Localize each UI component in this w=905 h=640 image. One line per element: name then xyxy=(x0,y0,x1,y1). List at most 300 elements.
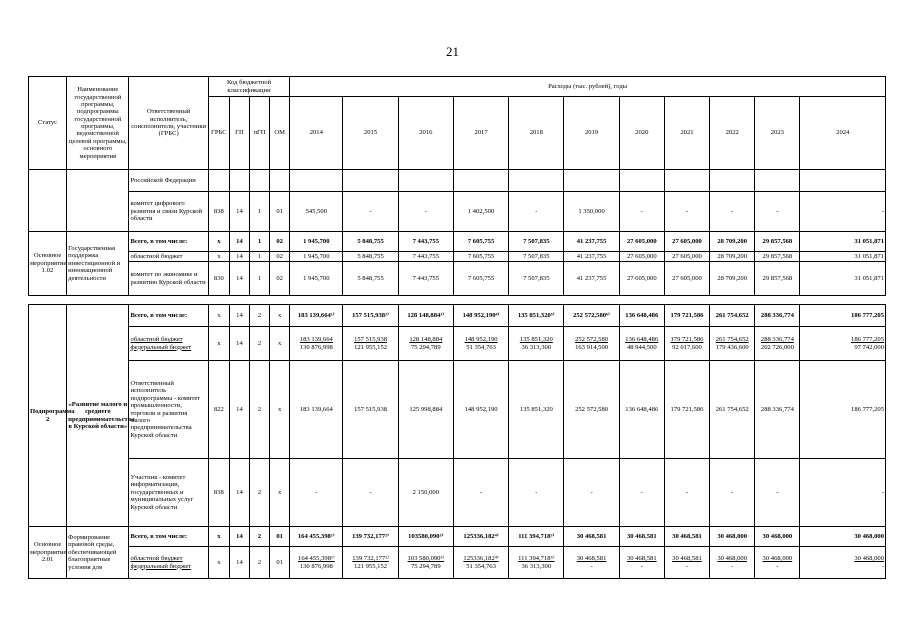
value-cell xyxy=(564,459,619,527)
value-cell xyxy=(800,262,886,296)
value-oblast: 128 148,884 xyxy=(409,336,443,344)
value-cell xyxy=(755,361,800,459)
table-cell xyxy=(290,170,343,192)
value-cell xyxy=(664,547,709,579)
value-text: 125336,182⁴⁾ xyxy=(463,532,499,540)
value-cell xyxy=(398,262,453,296)
value-text: - xyxy=(535,488,538,496)
table-cell xyxy=(129,296,208,305)
code-cell: 14 xyxy=(229,232,249,252)
table-cell xyxy=(453,296,508,305)
value-text: 27 605,000 xyxy=(626,274,657,282)
value-cell xyxy=(619,305,664,327)
table-cell xyxy=(710,296,755,305)
table-cell xyxy=(755,296,800,305)
value-text: 288 336,774 xyxy=(760,311,794,319)
code-cell: 14 xyxy=(229,192,249,232)
value-text: - xyxy=(640,207,643,215)
value-cell xyxy=(564,252,619,262)
header-year: 2014 xyxy=(290,97,343,170)
code-cell: x xyxy=(208,527,229,547)
value-cell xyxy=(453,262,508,296)
status-cell: Подпрограмма 2 xyxy=(29,305,67,527)
executor-cell xyxy=(129,327,208,361)
value-text: 5 848,755 xyxy=(357,252,384,260)
code-cell: 14 xyxy=(229,361,249,459)
value-federal: 36 313,300 xyxy=(521,562,552,570)
value-text: 5 848,755 xyxy=(357,274,384,282)
value-text: - xyxy=(776,488,779,496)
value-oblast: 139 732,177²⁾ xyxy=(352,555,389,563)
value-cell xyxy=(453,527,508,547)
value-text: 157 515,938²⁾ xyxy=(352,311,389,319)
table-cell xyxy=(664,170,709,192)
value-cell xyxy=(800,327,886,361)
value-text: 31 051,871 xyxy=(854,274,884,282)
value-oblast: 103 580,090³⁾ xyxy=(407,555,445,563)
table-cell xyxy=(208,170,229,192)
executor-cell: Ответственный исполнитель подпрограммы - комитет промышленности, торговли и развития малого предпринимательства Курской области xyxy=(129,361,208,459)
value-text: 7 507,835 xyxy=(523,274,550,282)
value-cell xyxy=(619,459,664,527)
name-cell xyxy=(67,170,129,232)
value-cell xyxy=(664,262,709,296)
code-cell: x xyxy=(270,459,290,527)
value-text: - xyxy=(479,488,483,496)
value-text: 136 648,486 xyxy=(625,405,659,413)
value-federal: 121 955,152 xyxy=(354,562,388,570)
code-cell: 14 xyxy=(229,252,249,262)
value-cell xyxy=(710,527,755,547)
value-cell xyxy=(664,327,709,361)
value-text: 125 998,884 xyxy=(409,405,443,413)
code-cell: x xyxy=(208,305,229,327)
table-cell xyxy=(509,296,564,305)
value-cell xyxy=(800,252,886,262)
executor-cell: областной бюджет xyxy=(129,252,208,262)
header-year: 2018 xyxy=(509,97,564,170)
value-federal: 202 726,000 xyxy=(760,343,794,351)
executor-cell: Всего, в том числе: xyxy=(129,232,208,252)
code-cell: 838 xyxy=(208,192,229,232)
value-text: 103580,090³⁾ xyxy=(408,532,444,540)
value-cell xyxy=(398,527,453,547)
value-text: 135 851,320 xyxy=(519,405,553,413)
code-cell: x xyxy=(208,232,229,252)
value-text: 30 468,000 xyxy=(762,532,793,540)
code-cell: 2 xyxy=(249,327,269,361)
value-cell xyxy=(343,262,398,296)
table-row xyxy=(29,527,886,547)
value-cell xyxy=(664,459,709,527)
value-federal: 51 354,763 xyxy=(466,343,496,351)
value-text: 164 455,398¹⁾ xyxy=(297,532,335,540)
value-cell xyxy=(664,232,709,252)
table-row xyxy=(29,361,886,459)
value-federal: - xyxy=(685,562,689,570)
table-cell xyxy=(249,296,269,305)
value-cell xyxy=(290,327,343,361)
value-text: - xyxy=(640,488,643,496)
value-text: 183 139,664 xyxy=(299,405,333,413)
value-text: 29 857,568 xyxy=(762,237,793,245)
value-text: - xyxy=(685,488,689,496)
header-year: 2022 xyxy=(710,97,755,170)
code-cell: 02 xyxy=(270,262,290,296)
code-cell: x xyxy=(208,252,229,262)
code-cell: 1 xyxy=(249,192,269,232)
table-cell xyxy=(619,170,664,192)
value-oblast: 135 851,320 xyxy=(519,336,553,344)
value-text: 157 515,938 xyxy=(354,405,388,413)
value-cell xyxy=(564,192,619,232)
value-federal: - xyxy=(731,562,734,570)
value-text: 41 237,755 xyxy=(576,237,607,245)
executor-cell: Всего, в том числе: xyxy=(129,527,208,547)
value-cell xyxy=(290,262,343,296)
value-cell xyxy=(509,547,564,579)
value-oblast: 30 468,000 xyxy=(854,555,884,563)
code-cell: 2 xyxy=(249,547,269,579)
code-cell: x xyxy=(270,361,290,459)
table-row xyxy=(29,252,886,262)
value-cell xyxy=(710,327,755,361)
code-cell: 838 xyxy=(208,459,229,527)
value-cell xyxy=(664,252,709,262)
value-text: 27 605,000 xyxy=(626,237,657,245)
value-text: 41 237,755 xyxy=(576,274,607,282)
status-cell: Основное мероприятие 2.01 xyxy=(29,527,67,579)
value-cell xyxy=(619,232,664,252)
value-cell xyxy=(564,547,619,579)
value-cell xyxy=(755,527,800,547)
header-year: 2023 xyxy=(755,97,800,170)
value-cell xyxy=(710,192,755,232)
value-text: 128 148,884³⁾ xyxy=(407,311,445,319)
value-cell xyxy=(290,527,343,547)
value-cell xyxy=(343,547,398,579)
value-text: 27 605,000 xyxy=(672,237,702,245)
executor-federal: федеральный бюджет xyxy=(130,343,192,351)
value-oblast: 30 468,000 xyxy=(762,555,793,563)
value-cell xyxy=(453,252,508,262)
value-text: 41 237,755 xyxy=(576,252,607,260)
value-text: 29 857,568 xyxy=(762,252,793,260)
value-oblast: 125336,182⁴⁾ xyxy=(463,555,499,563)
value-cell xyxy=(564,305,619,327)
table-row xyxy=(29,262,886,296)
budget-table xyxy=(28,76,886,579)
value-text: 28 709,200 xyxy=(717,252,748,260)
value-text: 7 507,835 xyxy=(523,237,550,245)
value-text: 28 709,200 xyxy=(717,274,748,282)
value-federal: 51 354,763 xyxy=(466,562,496,570)
table-row xyxy=(29,170,886,192)
value-cell xyxy=(619,192,664,232)
value-oblast: 252 572,580 xyxy=(575,336,609,344)
code-cell: 02 xyxy=(270,252,290,262)
value-cell xyxy=(343,305,398,327)
value-text: 27 605,000 xyxy=(672,252,702,260)
value-text: 30 468,581 xyxy=(576,532,607,540)
value-cell xyxy=(619,361,664,459)
value-cell xyxy=(343,232,398,252)
value-cell xyxy=(509,252,564,262)
value-cell xyxy=(755,262,800,296)
value-cell xyxy=(755,547,800,579)
value-cell xyxy=(800,459,886,527)
value-cell xyxy=(664,192,709,232)
value-cell xyxy=(453,327,508,361)
header-code: ГП xyxy=(229,97,249,170)
table-cell xyxy=(398,296,453,305)
executor-cell: Российской Федерации xyxy=(129,170,208,192)
value-text: 7 443,755 xyxy=(412,274,439,282)
value-text: 139 732,177²⁾ xyxy=(352,532,389,540)
value-cell xyxy=(564,527,619,547)
value-text: 5 848,755 xyxy=(357,237,384,245)
code-cell: 2 xyxy=(249,459,269,527)
header-code: пГП xyxy=(249,97,269,170)
value-federal: 75 294,789 xyxy=(410,562,441,570)
executor-oblast: областной бюджет xyxy=(130,336,183,344)
value-text: - xyxy=(685,207,689,215)
header-year: 2020 xyxy=(619,97,664,170)
header-code: ОМ xyxy=(270,97,290,170)
name-cell: «Развитие малого и среднего предпринимательства в Курской области» xyxy=(67,305,129,527)
value-text: 27 605,000 xyxy=(626,252,657,260)
executor-cell: Всего, в том числе: xyxy=(129,305,208,327)
code-cell: 01 xyxy=(270,527,290,547)
header-year: 2021 xyxy=(664,97,709,170)
value-cell xyxy=(290,361,343,459)
code-cell: 01 xyxy=(270,192,290,232)
table-cell xyxy=(710,170,755,192)
table-cell xyxy=(229,296,249,305)
value-text: 1 945,700 xyxy=(303,274,330,282)
table-cell xyxy=(564,296,619,305)
value-cell xyxy=(800,192,886,232)
value-cell xyxy=(343,459,398,527)
value-text: 30 468,000 xyxy=(717,532,748,540)
value-oblast: 183 139,664 xyxy=(299,336,333,344)
value-cell xyxy=(398,459,453,527)
value-text: 30 468,581 xyxy=(626,532,657,540)
value-text: - xyxy=(881,207,884,215)
value-cell xyxy=(343,361,398,459)
value-cell xyxy=(564,262,619,296)
value-oblast: 288 336,774 xyxy=(760,336,794,344)
value-text: 111 394,718⁵⁾ xyxy=(518,532,555,540)
header-year: 2015 xyxy=(343,97,398,170)
status-cell: Основное мероприятие 1.02 xyxy=(29,232,67,296)
table-cell xyxy=(453,170,508,192)
value-cell xyxy=(564,232,619,252)
table-cell xyxy=(664,296,709,305)
executor-cell: комитет по экономике и развитию Курской области xyxy=(129,262,208,296)
value-oblast: 261 754,652 xyxy=(715,336,749,344)
value-oblast: 157 515,938 xyxy=(354,336,388,344)
code-cell: 14 xyxy=(229,305,249,327)
code-cell: 1 xyxy=(249,232,269,252)
header-executor: Ответственный исполнитель, соисполнители, участники (ГРБС) xyxy=(129,77,208,170)
value-oblast: 111 394,718⁵⁾ xyxy=(518,555,555,563)
header-year: 2016 xyxy=(398,97,453,170)
value-text: 7 605,755 xyxy=(467,252,495,260)
value-cell xyxy=(800,527,886,547)
value-cell xyxy=(710,305,755,327)
code-cell: 2 xyxy=(249,305,269,327)
value-federal: 97 742,000 xyxy=(854,343,884,351)
value-cell xyxy=(290,252,343,262)
value-cell xyxy=(509,305,564,327)
value-cell xyxy=(619,262,664,296)
value-cell xyxy=(800,232,886,252)
value-cell xyxy=(710,547,755,579)
code-cell: 1 xyxy=(249,252,269,262)
value-cell xyxy=(453,547,508,579)
value-cell xyxy=(755,252,800,262)
value-cell xyxy=(398,327,453,361)
value-text: 183 139,664¹⁾ xyxy=(297,311,335,319)
name-cell: Формирование правовой среды, обеспечивающей благоприятные условия для xyxy=(67,527,129,579)
value-text: 1 350,000 xyxy=(578,207,605,215)
value-cell xyxy=(710,361,755,459)
value-cell xyxy=(398,232,453,252)
value-cell xyxy=(509,459,564,527)
value-text: 2 150,000 xyxy=(412,488,439,496)
value-cell xyxy=(398,192,453,232)
value-cell xyxy=(564,327,619,361)
value-cell xyxy=(398,547,453,579)
value-cell xyxy=(755,232,800,252)
value-cell xyxy=(800,361,886,459)
value-cell xyxy=(290,459,343,527)
value-oblast: 30 468,581 xyxy=(672,555,702,563)
value-cell xyxy=(343,192,398,232)
value-oblast: 186 777,205 xyxy=(851,336,884,344)
value-cell xyxy=(398,252,453,262)
value-cell xyxy=(619,327,664,361)
header-status: Статус xyxy=(29,77,67,170)
value-cell xyxy=(509,262,564,296)
value-text: 7 605,755 xyxy=(467,274,495,282)
value-text: - xyxy=(776,207,779,215)
table-cell xyxy=(29,296,67,305)
value-text: 1 945,700 xyxy=(303,252,330,260)
table-cell xyxy=(67,296,129,305)
value-cell xyxy=(343,252,398,262)
value-text: - xyxy=(731,488,734,496)
value-cell xyxy=(290,305,343,327)
value-text: 7 507,835 xyxy=(523,252,550,260)
value-cell xyxy=(453,192,508,232)
code-cell: 1 xyxy=(249,262,269,296)
value-cell xyxy=(564,361,619,459)
executor-oblast: областной бюджет xyxy=(130,555,183,563)
code-cell: 14 xyxy=(229,547,249,579)
value-cell xyxy=(664,305,709,327)
value-cell xyxy=(619,547,664,579)
value-text: 288 336,774 xyxy=(760,405,794,413)
value-text: 148 952,190⁴⁾ xyxy=(462,311,500,319)
value-text: 179 721,586 xyxy=(670,311,704,319)
value-oblast: 148 952,190 xyxy=(464,336,498,344)
value-cell xyxy=(453,305,508,327)
code-cell: 822 xyxy=(208,361,229,459)
code-cell: 2 xyxy=(249,361,269,459)
value-cell xyxy=(509,327,564,361)
executor-cell: комитет цифрового развития и связи Курской области xyxy=(129,192,208,232)
value-cell xyxy=(509,527,564,547)
value-federal: - xyxy=(776,562,779,570)
code-cell: 2 xyxy=(249,527,269,547)
value-text: 135 851,320⁵⁾ xyxy=(517,311,555,319)
table-row xyxy=(29,327,886,361)
table-row xyxy=(29,547,886,579)
value-text: 1 945,700 xyxy=(303,237,330,245)
executor-cell: Участник - комитет информатизации, государственных и муниципальных услуг Курской области xyxy=(129,459,208,527)
value-cell xyxy=(343,527,398,547)
value-oblast: 164 455,398¹⁾ xyxy=(298,555,335,563)
value-text: 179 721,586 xyxy=(670,405,704,413)
value-text: 261 754,652 xyxy=(715,311,749,319)
header-code: ГРБС xyxy=(208,97,229,170)
value-text: - xyxy=(369,207,372,215)
executor-federal: федеральный бюджет xyxy=(130,562,192,570)
value-text: 136 648,486 xyxy=(625,311,659,319)
value-text: 28 709,200 xyxy=(717,237,748,245)
value-cell xyxy=(710,232,755,252)
header-year: 2024 xyxy=(800,97,886,170)
table-cell xyxy=(755,170,800,192)
value-text: - xyxy=(535,207,538,215)
name-cell: Государственная поддержка инвестиционной и инновационной деятельности xyxy=(67,232,129,296)
table-cell xyxy=(509,170,564,192)
value-federal: 163 914,500 xyxy=(575,343,609,351)
value-text: 31 051,871 xyxy=(854,252,884,260)
value-text: - xyxy=(369,488,372,496)
value-text: 1 402,500 xyxy=(467,207,495,215)
code-cell: 14 xyxy=(229,459,249,527)
value-federal: 48 944,500 xyxy=(626,343,657,351)
value-text: - xyxy=(315,488,318,496)
value-oblast: 136 648,486 xyxy=(625,336,659,344)
value-cell xyxy=(398,361,453,459)
value-text: 186 777,205 xyxy=(851,405,884,413)
value-text: 7 605,755 xyxy=(467,237,495,245)
code-cell: x xyxy=(208,327,229,361)
value-federal: 36 313,300 xyxy=(521,343,552,351)
value-cell xyxy=(619,527,664,547)
table-row xyxy=(29,305,886,327)
value-cell xyxy=(453,459,508,527)
separator-row xyxy=(29,296,886,305)
value-text: - xyxy=(731,207,734,215)
value-text: 30 468,581 xyxy=(672,532,702,540)
header-expense-group: Расходы (тыс. рублей), годы xyxy=(290,77,886,97)
table-cell xyxy=(270,170,290,192)
value-federal: 179 436,600 xyxy=(715,343,749,351)
value-cell xyxy=(453,232,508,252)
header-name: Наименование государственной программы, подпрограммы государственной программы, ведомственной целевой программы, основного мероприятия xyxy=(67,77,129,170)
value-text: 186 777,205 xyxy=(851,311,884,319)
value-cell xyxy=(755,192,800,232)
table-row xyxy=(29,232,886,252)
value-cell xyxy=(710,459,755,527)
code-cell: 14 xyxy=(229,262,249,296)
value-text: 29 857,568 xyxy=(762,274,793,282)
